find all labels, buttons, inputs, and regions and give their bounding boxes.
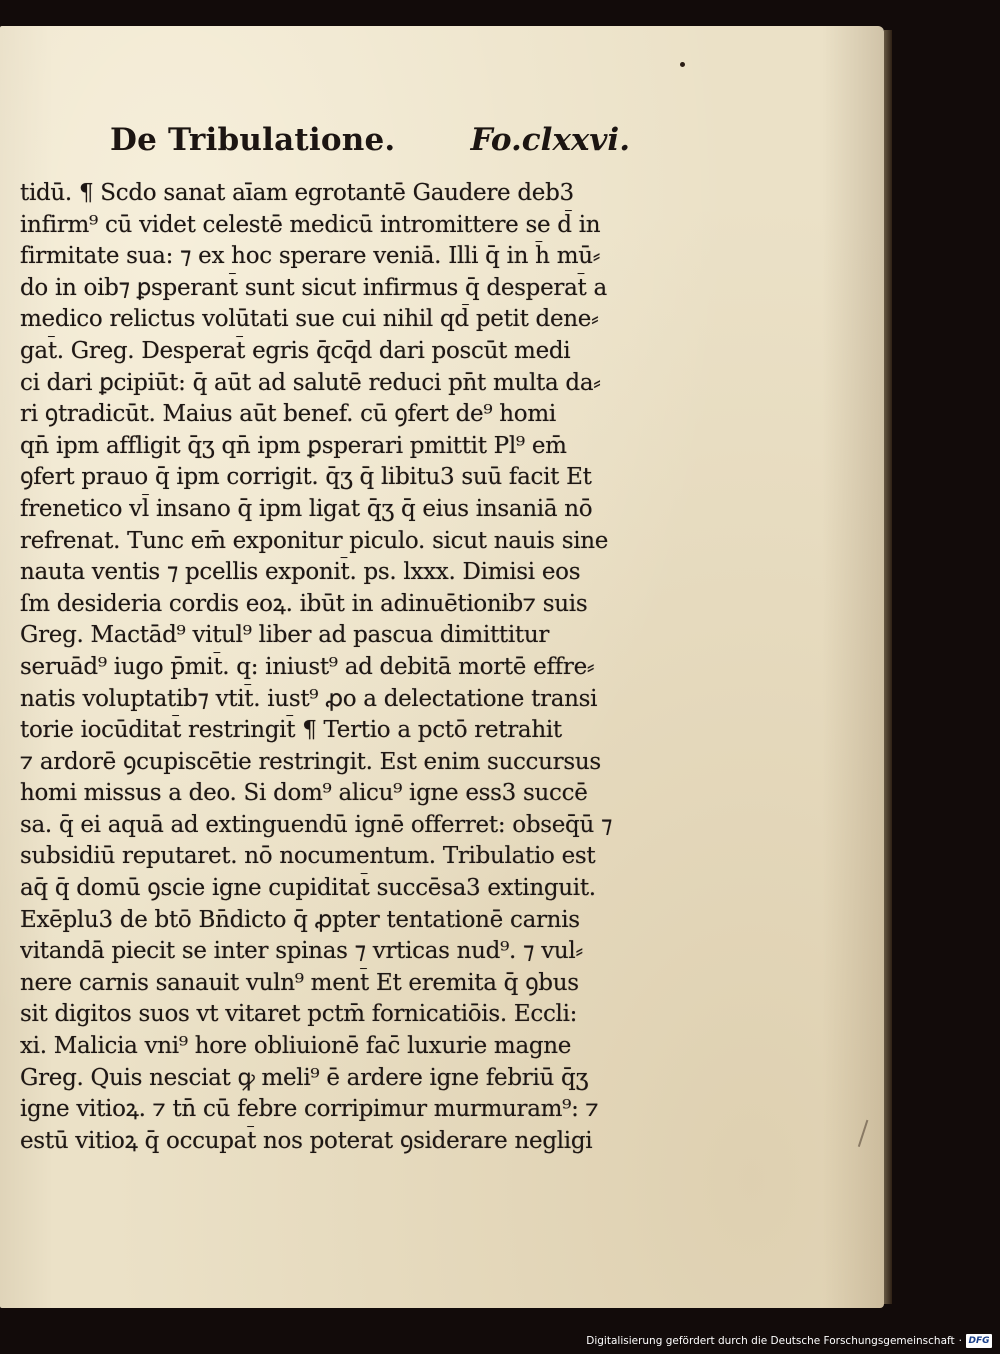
credit-separator: · <box>958 1335 962 1347</box>
text-line: infirm⁹ cū videt celestē medicū intromittere se d̄ in <box>20 211 601 238</box>
text-line: ſm desideria cordis eoꝝ. ibūt in adinuētionib⁊ suis <box>20 590 588 617</box>
text-line: seruād⁹ iugo p̄mit̄. q: iniust⁹ ad debitā mortē effre⸗ <box>20 653 595 680</box>
text-line: igne vitioꝝ. ⁊ tn̄ cū febre corripimur murmuram⁹: ⁊ <box>20 1096 599 1123</box>
page-edge <box>884 30 892 1304</box>
text-line: ꝯfert prauo q̄ ipm corrigit. q̄ʒ q̄ libitu3 suū facit Et <box>20 464 592 491</box>
text-line: sa. q̄ ei aquā ad extinguendū ignē offerret: obseq̄ū ⁊ <box>20 811 613 838</box>
text-line: torie iocūditat̄ restringit̄ ¶ Tertio a pctō retrahit <box>20 717 562 744</box>
folio-number: Fo.clxxvi. <box>470 122 630 158</box>
text-line: nauta ventis ⁊ pcellis exponit̄. ps. lxxx. Dimisi eos <box>20 559 581 586</box>
text-line: natis voluptatib⁊ vtit̄. iust⁹ ꝓo a delectatione transi <box>20 685 598 712</box>
text-line: frenetico vl̄ insano q̄ ipm ligat q̄ʒ q̄ eius insaniā nō <box>20 495 593 522</box>
text-line: ⁊ ardorē ꝯcupiscētie restringit. Est enim succursus <box>20 748 601 775</box>
text-line: homi missus a deo. Si dom⁹ alicu⁹ igne ess3 succē <box>20 780 588 807</box>
text-line: aq̄ q̄ domū ꝯscie igne cupiditat̄ succēsa3 extinguit. <box>20 875 596 902</box>
text-line: qn̄ ipm affligit q̄ʒ qn̄ ipm ꝑsperari pmittit Pl⁹ em̄ <box>20 432 567 459</box>
text-line: ri ꝯtradicūt. Maius aūt benef. cū ꝯfert de⁹ homi <box>20 401 556 428</box>
text-line: Exēplu3 de btō Bn̄dicto q̄ ꝓpter tentationē carnis <box>20 906 580 933</box>
text-line: firmitate sua: ⁊ ex hoc sperare veniā. Illi q̄ in h̄ mū⸗ <box>20 243 601 270</box>
ink-speck <box>680 62 685 67</box>
text-line: do in oib⁊ ꝑsperant̄ sunt sicut infirmus q̄ desperat̄ a <box>20 274 607 301</box>
digitization-credit <box>586 1332 992 1350</box>
dfg-logo-icon: DFG <box>966 1334 992 1348</box>
text-line: medico relictus volūtati sue cui nihil qd̄ petit dene⸗ <box>20 306 599 333</box>
text-line: Greg. Quis nesciat ꝙ meli⁹ ē ardere igne febriū q̄ʒ <box>20 1064 589 1091</box>
book-page <box>0 26 884 1308</box>
body-text <box>20 178 690 1157</box>
running-head-title: De Tribulatione. <box>110 122 396 158</box>
text-line: nere carnis sanauit vuln⁹ ment̄ Et eremita q̄ ꝯbus <box>20 969 579 996</box>
text-line: sit digitos suos vt vitaret pctm̄ fornicatiōis. Eccli: <box>20 1001 578 1028</box>
text-line: subsidiū reputaret. nō nocumentum. Tribulatio est <box>20 843 596 870</box>
credit-text: Digitalisierung gefördert durch die Deutsche Forschungsgemeinschaft <box>586 1335 955 1347</box>
running-head <box>110 122 630 166</box>
text-line: refrenat. Tunc em̄ exponitur piculo. sicut nauis sine <box>20 527 609 554</box>
text-line: estū vitioꝝ q̄ occupat̄ nos poterat ꝯsiderare negligi <box>20 1127 593 1154</box>
text-line: tidū. ¶ Scdo sanat aīam egrotantē Gaudere deb3 <box>20 180 574 206</box>
pencil-mark <box>858 1120 872 1148</box>
text-line: ci dari ꝑcipiūt: q̄ aūt ad salutē reduci pn̄t multa da⸗ <box>20 369 601 396</box>
text-line: Greg. Mactād⁹ vitul⁹ liber ad pascua dimittitur <box>20 622 550 649</box>
text-line: vitandā piecit se inter spinas ⁊ vrticas nud⁹. ⁊ vul⸗ <box>20 938 583 965</box>
text-line: gat̄. Greg. Desperat̄ egris q̄cq̄d dari poscūt medi <box>20 337 571 364</box>
text-line: xi. Malicia vni⁹ hore obliuionē fac̄ luxurie magne <box>20 1033 572 1060</box>
